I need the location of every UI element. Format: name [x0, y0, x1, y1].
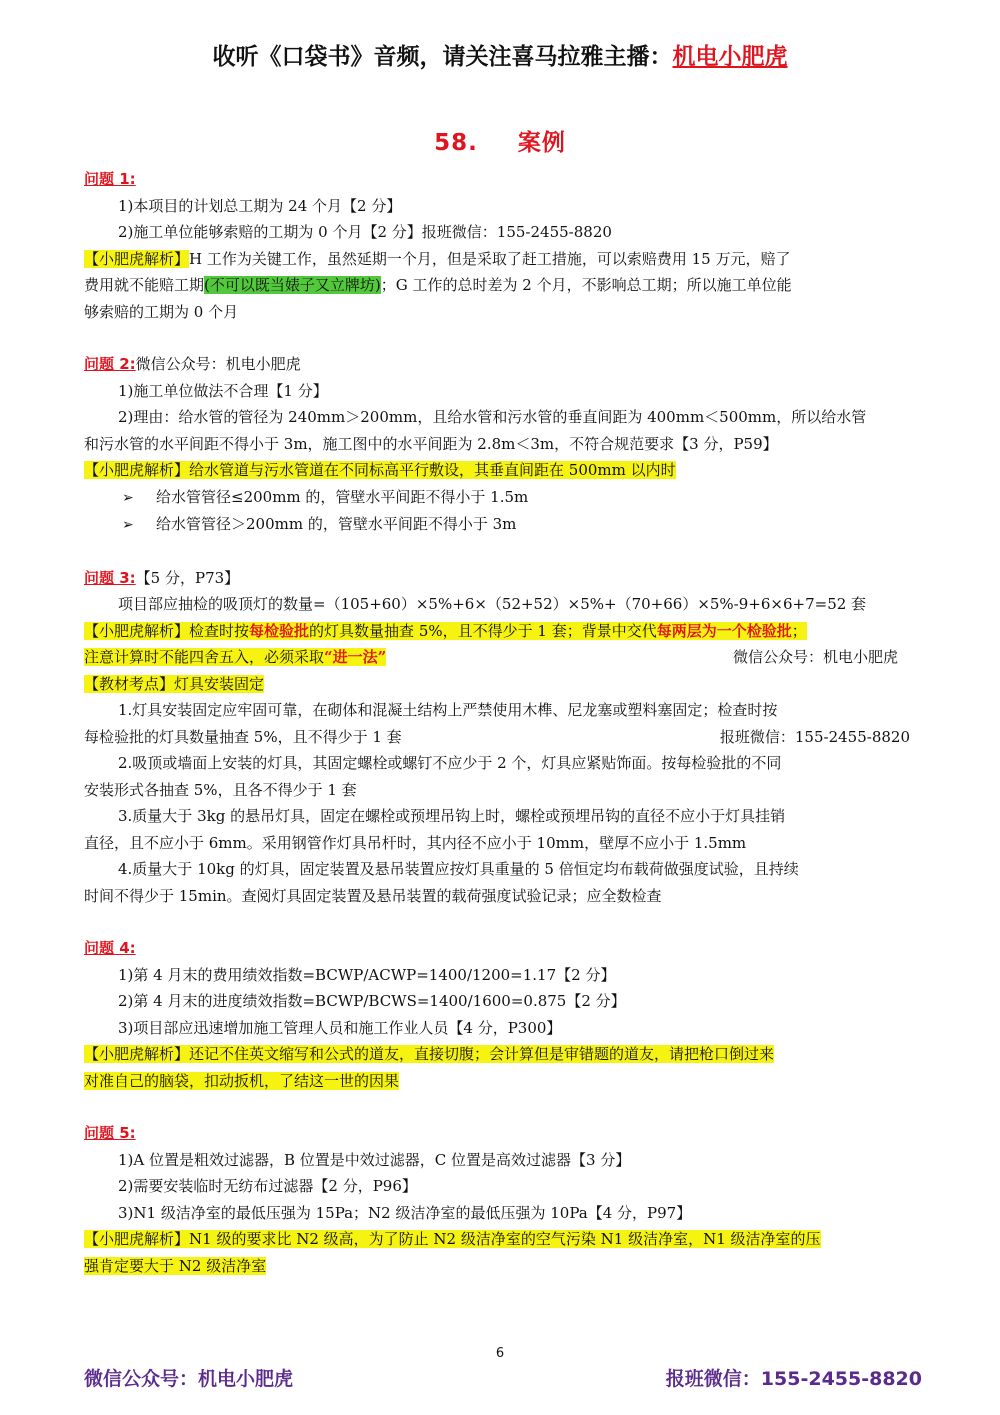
question-1-answer-2: 2)施工单位能够索赔的工期为 0 个月【2 分】报班微信：155-2455-8820	[118, 223, 612, 241]
footer-class-wechat: 报班微信：155-2455-8820	[665, 1368, 922, 1390]
header-host-name: 机电小肥虎	[672, 44, 788, 70]
footer-wechat-account: 微信公众号：机电小肥虎	[84, 1368, 294, 1390]
question-4-heading: 问题 4:	[84, 939, 136, 957]
question-2-answer-2: 2)理由：给水管的管径为 240mm＞200mm，且给水管和污水管的垂直间距为 400mm＜500mm，所以给水管	[118, 408, 867, 426]
question-3-answer-1: 项目部应抽检的吸顶灯的数量=（105+60）×5%+6×（52+52）×5%+（70+66）×5%-9+6×6+7=52 套	[118, 595, 867, 613]
answer-content	[84, 166, 924, 1279]
page-header	[0, 38, 1000, 71]
question-1-analysis-line-3: 够索赔的工期为 0 个月	[84, 302, 239, 321]
arrow-bullet-icon: ➢	[122, 517, 134, 533]
analysis-tag: 【小肥虎解析】	[84, 621, 190, 640]
textbook-point-4a: 4.质量大于 10kg 的灯具，固定装置及悬吊装置应按灯具重量的 5 倍恒定均布载荷做强度试验，且持续	[118, 860, 799, 878]
analysis-tag: 【小肥虎解析】	[84, 1045, 190, 1063]
question-4-answer-3: 3)项目部应迅速增加施工管理人员和施工作业人员【4 分，P300】	[118, 1018, 562, 1037]
question-4-answer-2: 2)第 4 月末的进度绩效指数=BCWP/BCWS=1400/1600=0.875【2 分】	[118, 992, 626, 1010]
question-2-bullet-1: ➢ 给水管管径≤200mm 的，管壁水平间距不得小于 1.5m	[84, 484, 924, 512]
question-2-answer-1: 1)施工单位做法不合理【1 分】	[118, 381, 328, 400]
question-5-answer-2: 2)需要安装临时无纺布过滤器【2 分，P96】	[118, 1177, 417, 1195]
textbook-tag: 【教材考点】	[84, 674, 175, 693]
question-3-heading: 问题 3:【5 分，P73】	[84, 568, 240, 587]
analysis-tag: 【小肥虎解析】	[84, 461, 190, 479]
wechat-note: 微信公众号：机电小肥虎	[732, 648, 898, 666]
analysis-tag: 【小肥虎解析】	[84, 1230, 190, 1248]
question-5-heading: 问题 5:	[84, 1124, 136, 1142]
textbook-point-2a: 2.吸顶或墙面上安装的灯具，其固定螺栓或螺钉不应少于 2 个，灯具应紧贴饰面。按每检验批的不同	[118, 754, 782, 772]
question-5-answer-1: 1)A 位置是粗效过滤器，B 位置是中效过滤器，C 位置是高效过滤器【3 分】	[118, 1150, 631, 1169]
question-5-analysis-line-2: 强肯定要大于 N2 级洁净室	[84, 1256, 267, 1275]
case-title: 案例	[517, 130, 566, 156]
page-number: 6	[495, 1346, 505, 1361]
arrow-bullet-icon: ➢	[122, 489, 134, 506]
question-3-analysis-line-2: 注意计算时不能四舍五入，必须采取“进一法” 微信公众号：机电小肥虎	[84, 644, 924, 671]
question-2-bullet-2: ➢ 给水管管径＞200mm 的，管壁水平间距不得小于 3m	[84, 511, 924, 539]
question-4-analysis-line-1: 【小肥虎解析】还记不住英文缩写和公式的道友，直接切腹；会计算但是审错题的道友，请把枪口倒过来	[84, 1045, 775, 1063]
question-1-analysis-line-2: 费用就不能赔工期(不可以既当婊子又立牌坊)；G 工作的总时差为 2 个月，不影响总工期；所以施工单位能	[84, 276, 792, 294]
header-text: 收听《口袋书》音频，请关注喜马拉雅主播：	[212, 44, 673, 70]
textbook-point-heading: 【教材考点】灯具安装固定	[84, 674, 265, 693]
textbook-point-1a: 1.灯具安装固定应牢固可靠，在砌体和混凝土结构上严禁使用木榫、尼龙塞或塑料塞固定；检查时按	[118, 701, 778, 719]
textbook-point-1b: 每检验批的灯具数量抽查 5%，且不得少于 1 套 报班微信：155-2455-8820	[84, 724, 924, 751]
question-1-heading: 问题 1:	[84, 170, 136, 188]
textbook-point-4b: 时间不得少于 15min。查阅灯具固定装置及悬吊装置的载荷强度试验记录；应全数检查	[84, 886, 662, 905]
question-1-analysis-line-1: 【小肥虎解析】H 工作为关键工作，虽然延期一个月，但是采取了赶工措施，可以索赔费用 15 万元，赔了	[84, 249, 791, 268]
question-2-heading: 问题 2:微信公众号：机电小肥虎	[84, 355, 301, 373]
textbook-point-3a: 3.质量大于 3kg 的悬吊灯具，固定在螺栓或预埋吊钩上时，螺栓或预埋吊钩的直径不应小于灯具挂销	[118, 807, 786, 825]
question-5-analysis-line-1: 【小肥虎解析】N1 级的要求比 N2 级高，为了防止 N2 级洁净室的空气污染 N1 级洁净室，N1 级洁净室的压	[84, 1230, 821, 1248]
question-2-analysis: 【小肥虎解析】给水管道与污水管道在不同标高平行敷设，其垂直间距在 500mm 以内时	[84, 461, 676, 479]
textbook-point-2b: 安装形式各抽查 5%，且各不得少于 1 套	[84, 780, 357, 799]
question-4-answer-1: 1)第 4 月末的费用绩效指数=BCWP/ACWP=1400/1200=1.17【2 分】	[118, 965, 616, 984]
analysis-tag: 【小肥虎解析】	[84, 249, 190, 268]
question-5-answer-3: 3)N1 级洁净室的最低压强为 15Pa；N2 级洁净室的最低压强为 10Pa【4 分，P97】	[118, 1203, 692, 1222]
case-number: 58.	[434, 130, 478, 156]
green-highlight-note: (不可以既当婊子又立牌坊)	[204, 276, 381, 294]
textbook-point-3b: 直径，且不应小于 6mm。采用钢管作灯具吊杆时，其内径不应小于 10mm，壁厚不应小于 1.5mm	[84, 833, 747, 852]
question-4-analysis-line-2: 对准自己的脑袋，扣动扳机，了结这一世的因果	[84, 1071, 400, 1090]
page-title	[0, 124, 1000, 157]
question-1-answer-1: 1)本项目的计划总工期为 24 个月【2 分】	[118, 196, 402, 215]
question-3-analysis-line-1: 【小肥虎解析】检查时按每检验批的灯具数量抽查 5%，且不得少于 1 套；背景中交代每两层为一个检验批；	[84, 621, 807, 640]
wechat-note: 报班微信：155-2455-8820	[719, 727, 910, 746]
question-2-answer-2-cont: 和污水管的水平间距不得小于 3m，施工图中的水平间距为 2.8m＜3m，不符合规范要求【3 分，P59】	[84, 434, 778, 453]
